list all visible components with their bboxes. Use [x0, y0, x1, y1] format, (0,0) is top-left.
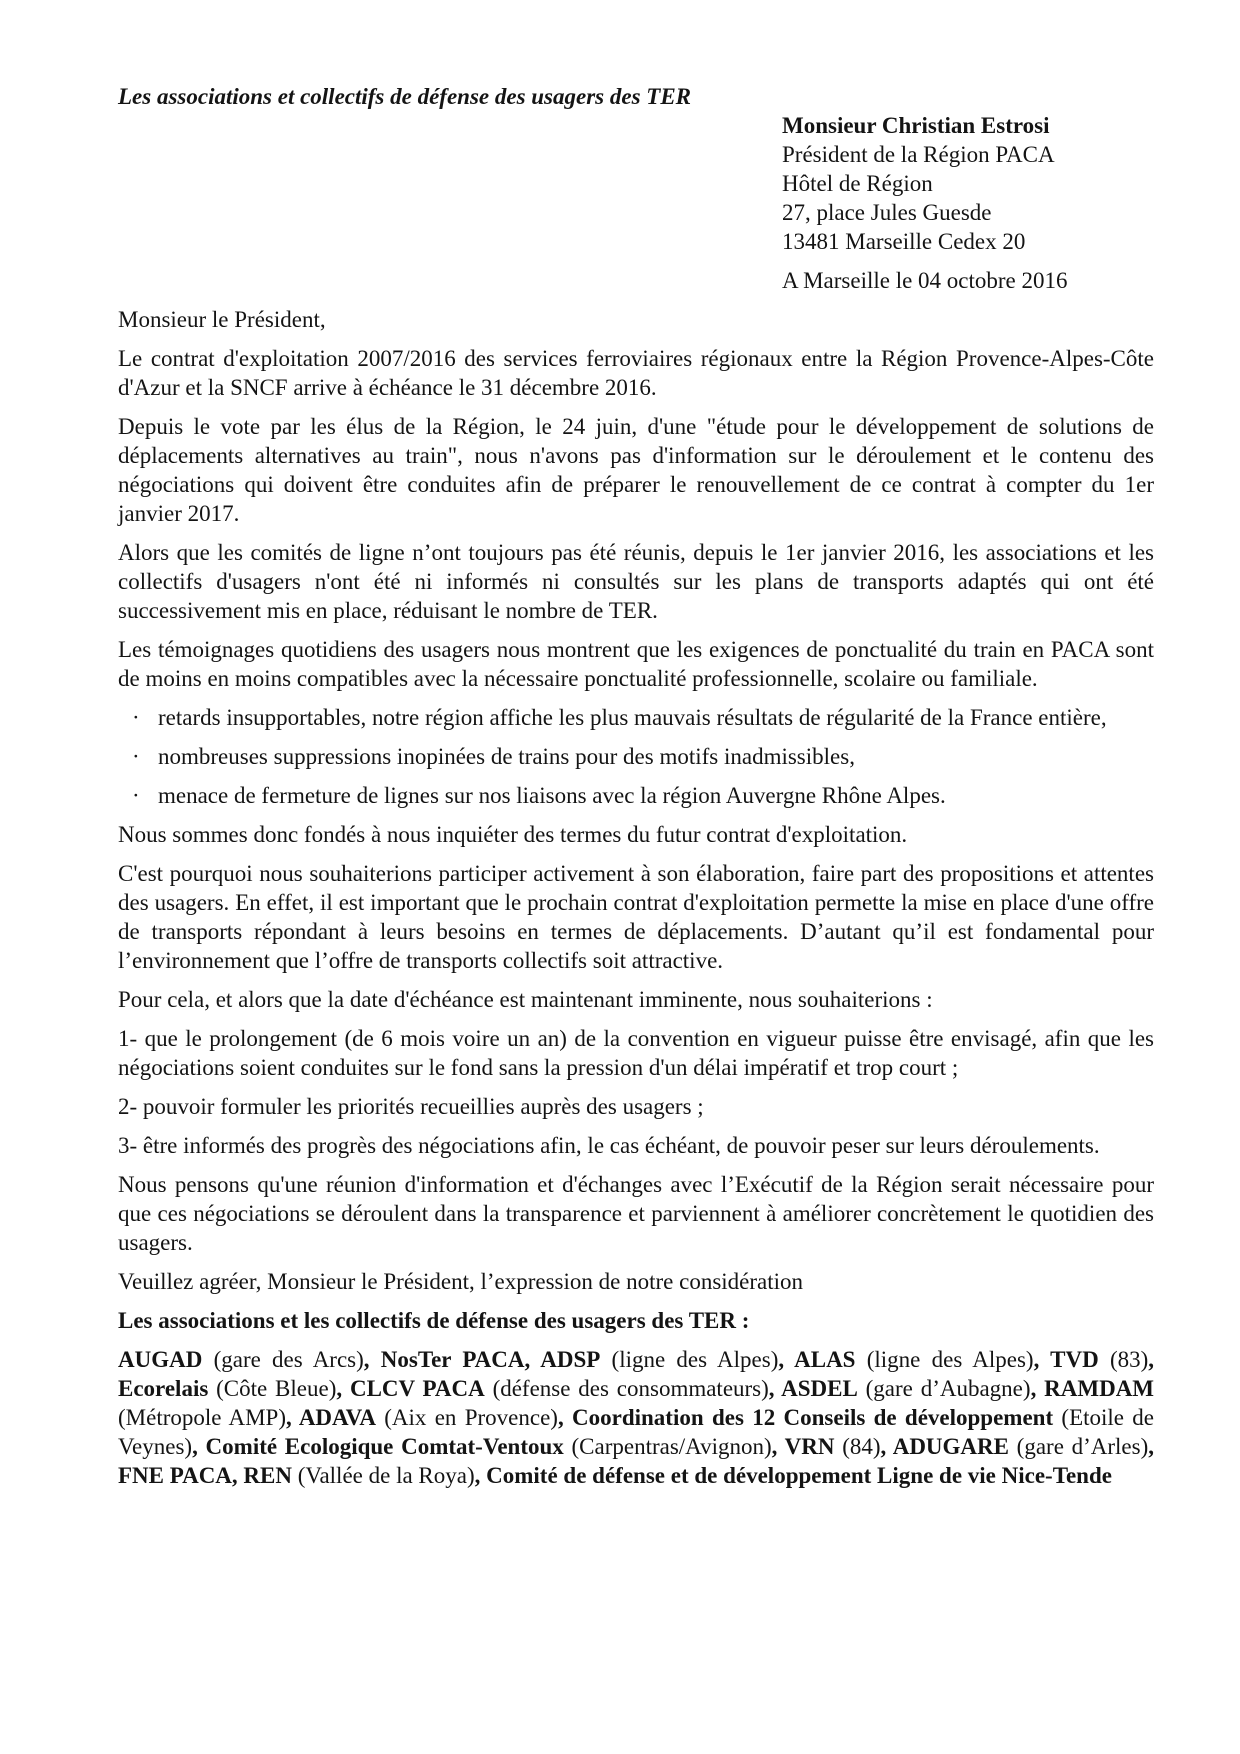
- signer-name: FNE PACA, REN: [118, 1463, 292, 1488]
- recipient-city: 13481 Marseille Cedex 20: [782, 229, 1026, 254]
- signer-name: ADUGARE: [892, 1434, 1009, 1459]
- signer-detail: (Aix en Provence): [375, 1405, 558, 1430]
- signer-name: VRN: [784, 1434, 835, 1459]
- signer-detail: (Etoile de Veynes): [118, 1405, 1155, 1459]
- list-item: [132, 703, 1154, 732]
- list-item: [132, 742, 1154, 771]
- signer-detail: (Vallée de la Roya): [291, 1463, 475, 1488]
- signer-name: ADAVA: [298, 1405, 376, 1430]
- signer-entry: [118, 1463, 486, 1488]
- signer-entry: [206, 1434, 785, 1459]
- signer-entry: [781, 1376, 1044, 1401]
- signer-separator: ,: [768, 1376, 782, 1401]
- request-item-2: 2- pouvoir formuler les priorités recueillies auprès des usagers ;: [118, 1094, 704, 1119]
- signer-name: Coordination des 12 Conseils de développement: [572, 1405, 1054, 1430]
- signer-detail: (83): [1098, 1347, 1149, 1372]
- paragraph-participation: C'est pourquoi nous souhaiterions participer activement à son élaboration, faire part des propositions et attentes des usagers. En effet, il est important que le prochain contrat d'exploitation permette la mise en place d'une offre de transports répondant à leurs besoins en termes de déplacements. D’autant qu’il est fondamental pour l’environnement que l’offre de transports collectifs soit attractive.: [118, 861, 1154, 973]
- signer-name: TVD: [1050, 1347, 1099, 1372]
- signer-separator: ,: [557, 1405, 573, 1430]
- signer-entry: [350, 1376, 781, 1401]
- letter-page: [118, 82, 1154, 1490]
- signer-detail: (Côte Bleue): [208, 1376, 337, 1401]
- request-item-1: 1- que le prolongement (de 6 mois voire un an) de la convention en vigueur puisse être envisagé, afin que les négociations soient conduites sur le fond sans la pression d'un délai impératif et trop court ;: [118, 1026, 1154, 1080]
- signer-entry: [1050, 1347, 1154, 1372]
- sender-heading: Les associations et collectifs de défense des usagers des TER: [118, 84, 692, 109]
- signer-detail: (ligne des Alpes): [600, 1347, 779, 1372]
- paragraph-concern: Nous sommes donc fondés à nous inquiéter des termes du futur contrat d'exploitation.: [118, 822, 908, 847]
- list-item-text: menace de fermeture de lignes sur nos liaisons avec la région Auvergne Rhône Alpes.: [158, 783, 946, 808]
- signers-title: Les associations et les collectifs de défense des usagers des TER :: [118, 1308, 750, 1333]
- recipient-name: Monsieur Christian Estrosi: [782, 113, 1050, 138]
- signer-entry: [299, 1405, 572, 1430]
- letter-date: A Marseille le 04 octobre 2016: [782, 268, 1068, 293]
- signer-detail: (gare d’Arles): [1008, 1434, 1149, 1459]
- signer-entry: [893, 1434, 1154, 1459]
- signer-name: Ecorelais: [118, 1376, 209, 1401]
- signer-entry: [381, 1347, 794, 1372]
- signer-name: Comité Ecologique Comtat-Ventoux: [205, 1434, 564, 1459]
- signer-name: AUGAD: [118, 1347, 203, 1372]
- signer-separator: ,: [286, 1405, 299, 1430]
- bullet-marker: ·: [132, 783, 140, 808]
- recipient-street: 27, place Jules Guesde: [782, 200, 992, 225]
- paragraph-committees: Alors que les comités de ligne n’ont toujours pas été réunis, depuis le 1er janvier 2016, les associations et les collectifs d'usagers n'ont été ni informés ni consultés sur les plans de transports adaptés qui ont été successivement mis en place, réduisant le nombre de TER.: [118, 540, 1154, 623]
- signer-entry: [486, 1463, 1112, 1488]
- signer-separator: ,: [336, 1376, 350, 1401]
- signer-detail: (Métropole AMP): [118, 1405, 287, 1430]
- signer-separator: ,: [192, 1434, 206, 1459]
- list-item-text: nombreuses suppressions inopinées de trains pour des motifs inadmissibles,: [158, 744, 855, 769]
- signer-name: ALAS: [794, 1347, 856, 1372]
- signer-separator: ,: [474, 1463, 487, 1488]
- signer-detail: (gare d’Aubagne): [857, 1376, 1031, 1401]
- signer-separator: ,: [771, 1434, 785, 1459]
- signers-list: [118, 1345, 1154, 1490]
- signer-entry: [118, 1347, 381, 1372]
- list-item: [132, 781, 1154, 810]
- bullet-marker: ·: [132, 744, 140, 769]
- signer-detail: (ligne des Alpes): [855, 1347, 1034, 1372]
- paragraph-study-vote: Depuis le vote par les élus de la Région, le 24 juin, d'une "étude pour le développement de solutions de déplacements alternatives au train", nous n'avons pas d'information sur le déroulement et le contenu des négociations qui doivent être conduites afin de préparer le renouvellement de ce contrat à compter du 1er janvier 2017.: [118, 414, 1154, 526]
- signer-entry: [785, 1434, 893, 1459]
- signer-separator: ,: [778, 1347, 795, 1372]
- request-item-3: 3- être informés des progrès des négociations afin, le cas échéant, de pouvoir peser sur leurs déroulements.: [118, 1133, 1100, 1158]
- recipient-address-block: [782, 111, 1154, 256]
- recipient-title: Président de la Région PACA: [782, 142, 1055, 167]
- signer-name: NosTer PACA, ADSP: [380, 1347, 601, 1372]
- paragraph-meeting: Nous pensons qu'une réunion d'information et d'échanges avec l’Exécutif de la Région serait nécessaire pour que ces négociations se déroulent dans la transparence et parviennent à améliorer concrètement le quotidien des usagers.: [118, 1172, 1154, 1255]
- signer-separator: ,: [880, 1434, 893, 1459]
- bullet-marker: ·: [132, 705, 140, 730]
- signer-name: RAMDAM: [1044, 1376, 1155, 1401]
- signer-separator: ,: [363, 1347, 381, 1372]
- paragraph-requests-intro: Pour cela, et alors que la date d'échéance est maintenant imminente, nous souhaiterions :: [118, 987, 933, 1012]
- signer-detail: (84): [834, 1434, 881, 1459]
- signer-name: CLCV PACA: [349, 1376, 485, 1401]
- paragraph-testimonies: Les témoignages quotidiens des usagers nous montrent que les exigences de ponctualité du train en PACA sont de moins en moins compatibles avec la nécessaire ponctualité professionnelle, scolaire ou familiale.: [118, 637, 1154, 691]
- signer-separator: ,: [1148, 1434, 1154, 1459]
- signer-separator: ,: [1033, 1347, 1051, 1372]
- salutation: Monsieur le Président,: [118, 307, 326, 332]
- list-item-text: retards insupportables, notre région affiche les plus mauvais résultats de régularité de la France entière,: [158, 705, 1107, 730]
- closing-formula: Veuillez agréer, Monsieur le Président, l’expression de notre considération: [118, 1269, 804, 1294]
- signer-detail: (gare des Arcs): [202, 1347, 364, 1372]
- signer-separator: ,: [1030, 1376, 1045, 1401]
- signer-detail: (défense des consommateurs): [484, 1376, 769, 1401]
- signer-separator: ,: [1148, 1347, 1155, 1372]
- signer-entry: [118, 1376, 350, 1401]
- signer-detail: (Carpentras/Avignon): [563, 1434, 772, 1459]
- recipient-building: Hôtel de Région: [782, 171, 933, 196]
- paragraph-contract: Le contrat d'exploitation 2007/2016 des services ferroviaires régionaux entre la Région Provence-Alpes-Côte d'Azur et la SNCF arrive à échéance le 31 décembre 2016.: [118, 346, 1154, 400]
- signer-name: Comité de défense et de développement Ligne de vie Nice-Tende: [486, 1463, 1112, 1488]
- problems-list: [118, 703, 1154, 810]
- signer-name: ASDEL: [781, 1376, 858, 1401]
- signer-entry: [794, 1347, 1050, 1372]
